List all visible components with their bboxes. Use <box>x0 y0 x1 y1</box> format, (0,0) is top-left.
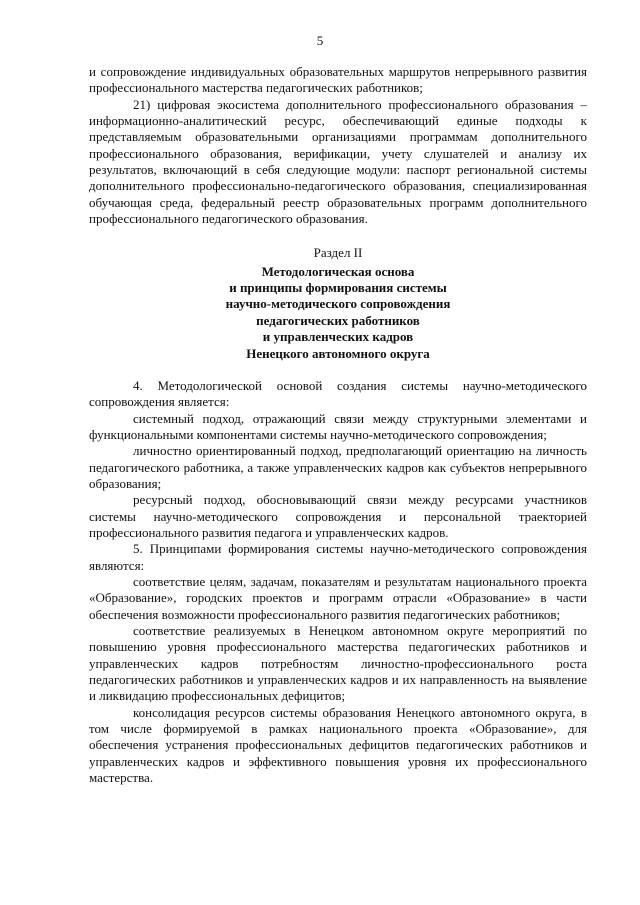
paragraph: соответствие реализуемых в Ненецком автономном округе мероприятий по повышению уровня профессионального мастерства педагогических работников и управленческих кадров потребностям личностно-профессионального роста педагогических работников и управленческих кадров и их направленность на выявление и ликвидацию профессиональных дефицитов; <box>89 623 587 704</box>
paragraph: 21) цифровая экосистема дополнительного профессионального образования – информационно-аналитический ресурс, обеспечивающий единые подходы к представляемым образовательными организациями программам дополнительного профессионального образования, верификации, учету слушателей и анализу их результатов, включающий в себя следующие модули: паспорт региональной системы дополнительного профессионально-педагогического образования, специализированная обучающая среда, федеральный реестр образовательных программ дополнительного профессионального педагогического образования. <box>89 96 587 227</box>
paragraph: и сопровождение индивидуальных образовательных маршрутов непрерывного развития профессионального мастерства педагогических работников; <box>89 64 587 96</box>
section-title-line: Ненецкого автономного округа <box>246 345 430 361</box>
paragraph: соответствие целям, задачам, показателям и результатам национального проекта «Образование», городских проектов и программ отрасли «Образование» в части обеспечения возможности профессионального развития педагогических работников; <box>89 573 587 622</box>
section-title-line: и принципы формирования системы <box>229 280 447 296</box>
section-heading <box>89 245 587 361</box>
document-body <box>89 64 587 786</box>
section-title-line: научно-методического сопровождения <box>225 296 451 312</box>
section-title-line: Методологическая основа <box>261 263 415 279</box>
page-number: 5 <box>316 33 324 48</box>
paragraph: консолидация ресурсов системы образования Ненецкого автономного округа, в том числе формируемой в рамках национального проекта «Образование», для обеспечения устранения профессиональных дефицитов педагогических работников и управленческих кадров и эффективного повышения уровня их профессионального мастерства. <box>89 704 587 786</box>
section-label: Раздел II <box>313 245 363 261</box>
paragraph: личностно ориентированный подход, предполагающий ориентацию на личность педагогического работника, а также управленческих кадров как субъектов непрерывного образования; <box>89 443 587 491</box>
paragraph: 5. Принципами формирования системы научно-методического сопровождения являются: <box>89 541 587 573</box>
paragraph: ресурсный подход, обосновывающий связи между ресурсами участников системы научно-методического сопровождения и персональной траекторией профессионального развития педагога и управленческих кадров. <box>89 492 587 540</box>
section-title-line: педагогических работников <box>256 312 420 328</box>
paragraph: системный подход, отражающий связи между структурными элементами и функциональными компонентами системы научно-методического сопровождения; <box>89 410 587 442</box>
section-title-line: и управленческих кадров <box>262 329 414 345</box>
paragraph: 4. Методологической основой создания системы научно-методического сопровождения является: <box>89 377 587 410</box>
